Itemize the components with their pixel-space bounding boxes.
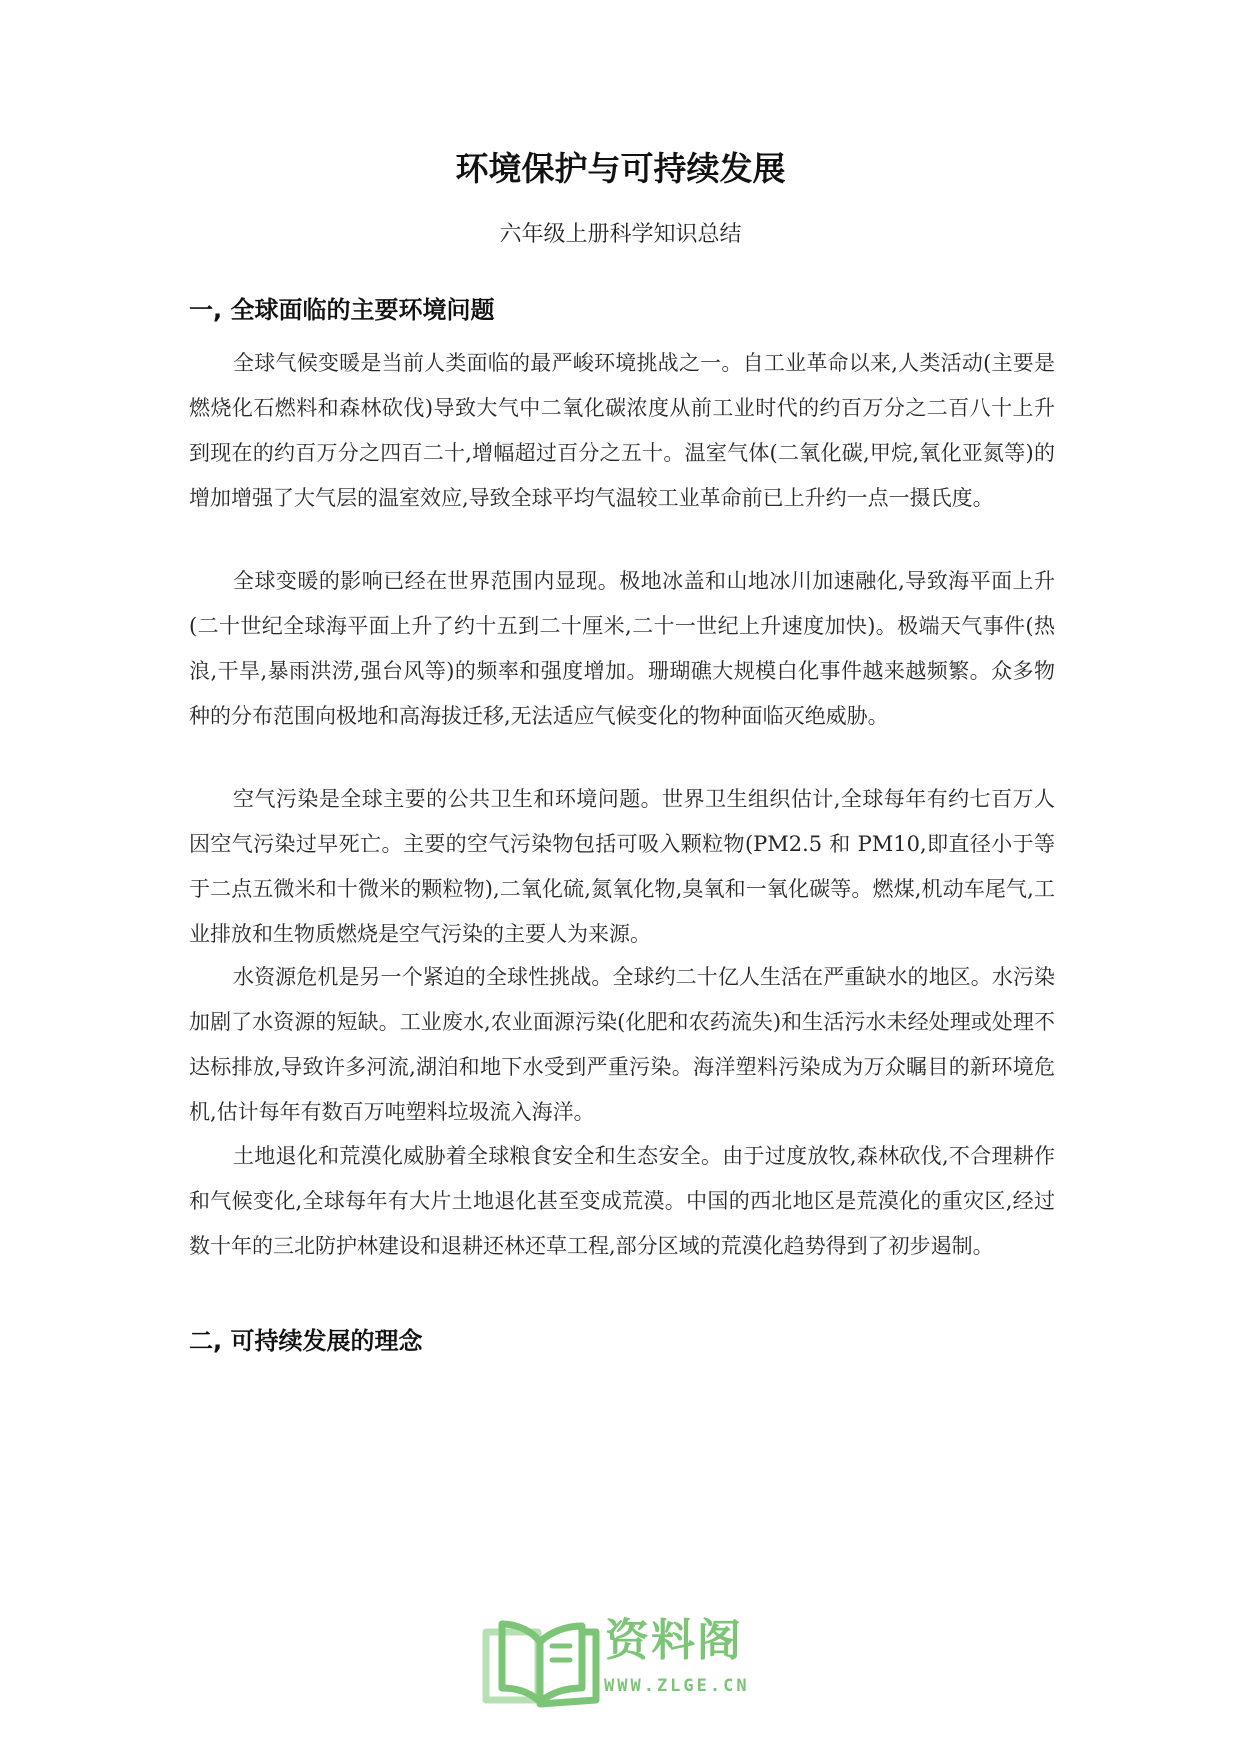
- paragraph-1: 全球气候变暖是当前人类面临的最严峻环境挑战之一。自工业革命以来,人类活动(主要是燃烧化石燃料和森林砍伐)导致大气中二氧化碳浓度从前工业时代的约百万分之二百八十上升到现在的约百万分之四百二十,增幅超过百分之五十。温室气体(二氧化碳,甲烷,氧化亚氮等)的增加增强了大气层的温室效应,导致全球平均气温较工业革命前已上升约一点一摄氏度。: [189, 351, 1055, 510]
- document-subtitle: 六年级上册科学知识总结: [499, 222, 742, 247]
- section-heading-2: 二, 可持续发展的理念: [189, 1327, 423, 1355]
- paragraph-3: 空气污染是全球主要的公共卫生和环境问题。世界卫生组织估计,全球每年有约七百万人因空气污染过早死亡。主要的空气污染物包括可吸入颗粒物(PM2.5 和 PM10,即直径小于等于二点五微米和十微米的颗粒物),二氧化硫,氮氧化物,臭氧和一氧化碳等。燃煤,机动车尾气,工业排放和生物质燃烧是空气污染的主要人为来源。: [189, 787, 1055, 946]
- watermark-brand: 资料阁: [605, 1615, 743, 1666]
- document-title: 环境保护与可持续发展: [455, 149, 786, 188]
- paragraph-4: 水资源危机是另一个紧迫的全球性挑战。全球约二十亿人生活在严重缺水的地区。水污染加剧了水资源的短缺。工业废水,农业面源污染(化肥和农药流失)和生活污水未经处理或处理不达标排放,导致许多河流,湖泊和地下水受到严重污染。海洋塑料污染成为万众瞩目的新环境危机,估计每年有数百万吨塑料垃圾流入海洋。: [189, 965, 1055, 1124]
- paragraph-5: 土地退化和荒漠化威胁着全球粮食安全和生态安全。由于过度放牧,森林砍伐,不合理耕作和气候变化,全球每年有大片土地退化甚至变成荒漠。中国的西北地区是荒漠化的重灾区,经过数十年的三北防护林建设和退耕还林还草工程,部分区域的荒漠化趋势得到了初步遏制。: [189, 1144, 1055, 1258]
- paragraph-2: 全球变暖的影响已经在世界范围内显现。极地冰盖和山地冰川加速融化,导致海平面上升(二十世纪全球海平面上升了约十五到二十厘米,二十一世纪上升速度加快)。极端天气事件(热浪,干旱,暴雨洪涝,强台风等)的频率和强度增加。珊瑚礁大规模白化事件越来越频繁。众多物种的分布范围向极地和高海拔迁移,无法适应气候变化的物种面临灭绝威胁。: [189, 569, 1055, 728]
- watermark-url: WWW.ZLGE.CN: [604, 1676, 750, 1696]
- section-heading-1: 一, 全球面临的主要环境问题: [189, 296, 495, 324]
